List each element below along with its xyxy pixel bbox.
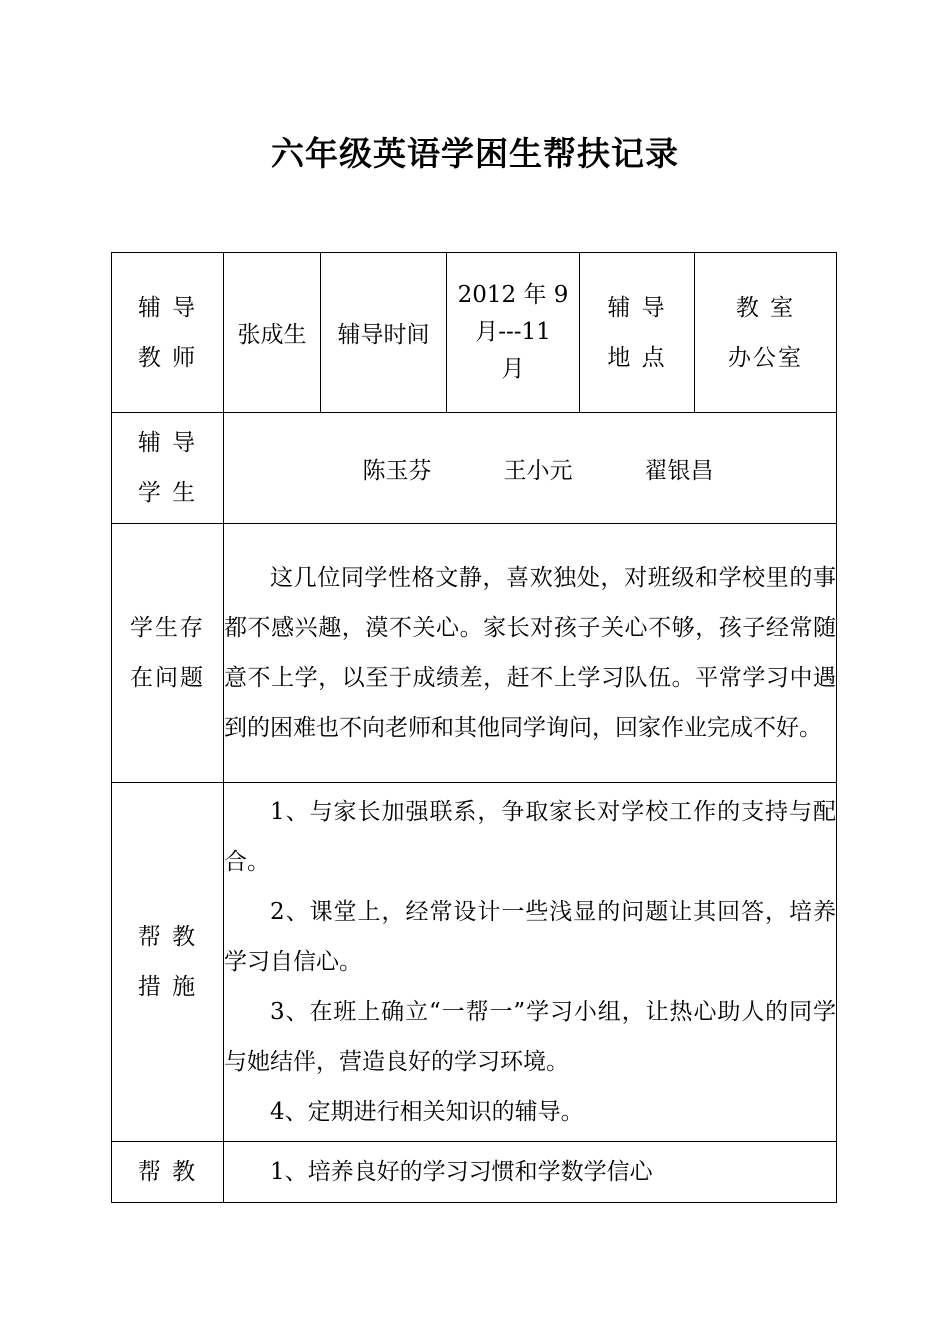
table-row-problems <box>112 524 837 783</box>
measure-item-4: 4、定期进行相关知识的辅导。 <box>270 1099 584 1125</box>
student-name-3: 翟银昌 <box>644 457 714 484</box>
problems-text-cell <box>224 524 837 783</box>
teacher-name: 张成生 <box>237 322 307 348</box>
goals-text-cell <box>224 1142 837 1203</box>
teacher-value-cell <box>224 253 321 413</box>
place-value-line2: 办公室 <box>728 344 803 371</box>
place-value-line1: 教 室 <box>735 294 796 321</box>
measure-item-2: 2、课堂上，经常设计一些浅显的问题让其回答，培养学习自信心。 <box>224 899 836 975</box>
page-title: 六年级英语学困生帮扶记录 <box>271 134 679 173</box>
table-row-measures <box>112 783 837 1142</box>
time-value-line2: 月---11 <box>475 319 551 345</box>
student-name-1: 陈玉芬 <box>362 457 432 484</box>
place-label-line1: 辅 导 <box>607 294 667 321</box>
measures-label-line2: 措 施 <box>137 974 198 1000</box>
goals-text: 1、培养良好的学习习惯和学数学信心 <box>270 1159 653 1185</box>
goals-label-cell <box>112 1142 224 1203</box>
teacher-label-cell <box>112 253 224 413</box>
table-row-students <box>112 413 837 524</box>
measures-label-cell <box>112 783 224 1142</box>
place-label-line2: 地 点 <box>607 344 667 371</box>
time-value-line3: 月 <box>501 356 525 382</box>
teacher-label-line2: 教 师 <box>137 344 198 371</box>
measures-text-cell <box>224 783 837 1142</box>
measure-item-1: 1、与家长加强联系，争取家长对学校工作的支持与配合。 <box>224 799 836 875</box>
measures-label-line1: 帮 教 <box>137 924 198 950</box>
measure-item-3: 3、在班上确立“一帮一”学习小组，让热心助人的同学与她结伴，营造良好的学习环境。 <box>224 999 836 1075</box>
table-row-goals <box>112 1142 837 1203</box>
problems-label-line2: 在问题 <box>130 665 205 691</box>
time-label: 辅导时间 <box>337 322 430 348</box>
problems-label-line1: 学生存 <box>130 615 205 641</box>
goals-label: 帮 教 <box>137 1159 198 1185</box>
time-value-cell <box>447 253 580 413</box>
students-label-line1: 辅 导 <box>137 430 198 456</box>
problems-text: 这几位同学性格文静，喜欢独处，对班级和学校里的事都不感兴趣，漠不关心。家长对孩子关心不够，孩子经常随意不上学，以至于成绩差，赶不上学习队伍。平常学习中遇到的困难也不向老师和其他同学询问，回家作业完成不好。 <box>224 565 836 741</box>
student-name-2: 王小元 <box>503 457 573 484</box>
place-value-cell <box>695 253 837 413</box>
students-label-cell <box>112 413 224 524</box>
problems-label-cell <box>112 524 224 783</box>
table-row-teacher <box>112 253 837 413</box>
teacher-label-line1: 辅 导 <box>137 294 198 321</box>
time-value-line1: 2012 年 9 <box>457 282 569 308</box>
place-label-cell <box>580 253 695 413</box>
record-table <box>111 252 837 1203</box>
students-value-cell <box>224 413 837 524</box>
time-label-cell <box>321 253 447 413</box>
students-label-line2: 学 生 <box>137 480 198 506</box>
